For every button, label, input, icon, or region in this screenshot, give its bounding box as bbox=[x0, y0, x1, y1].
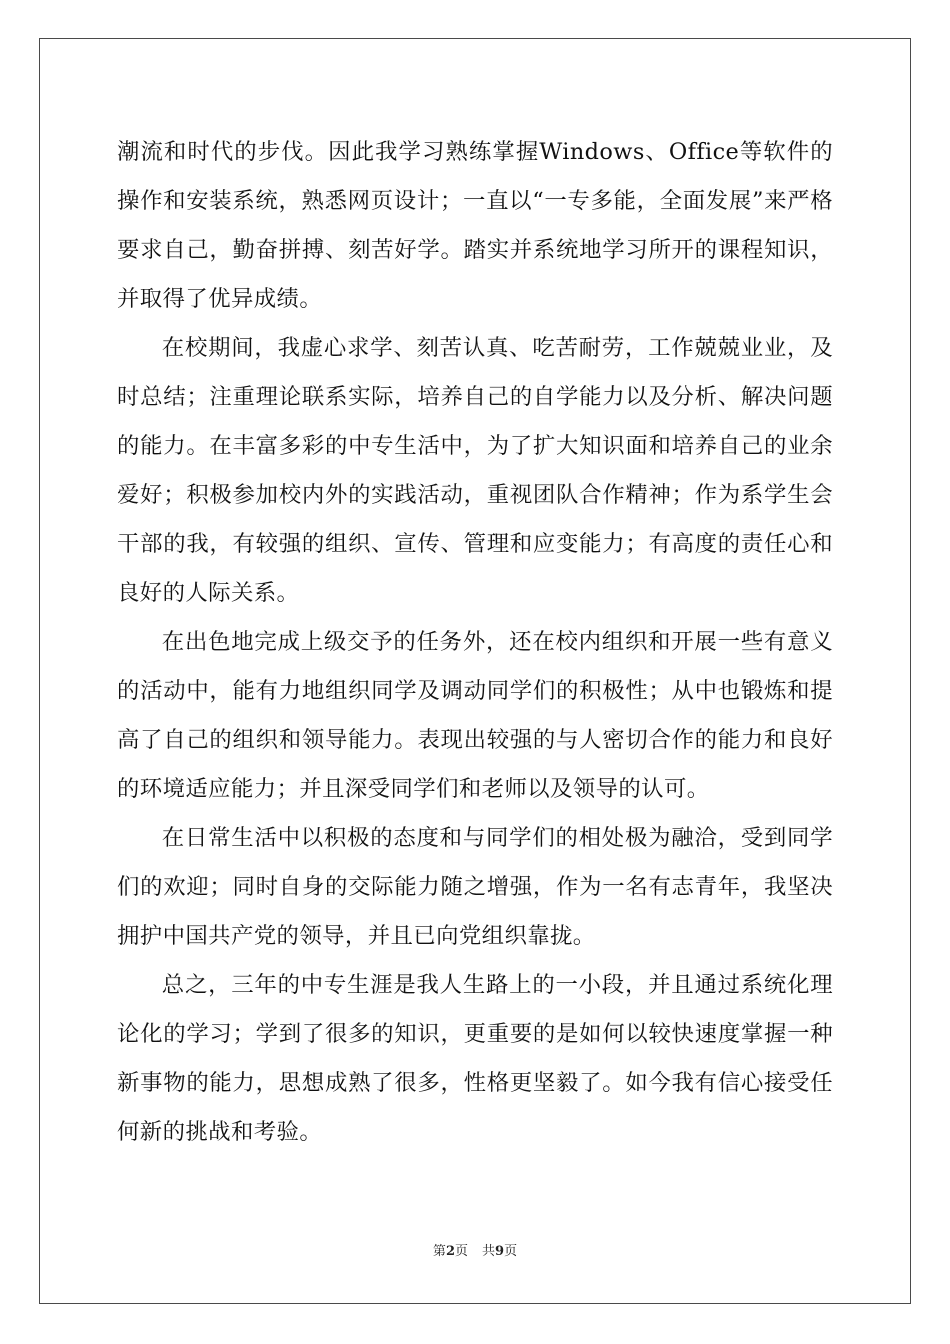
paragraph-4: 在日常生活中以积极的态度和与同学们的相处极为融洽，受到同学们的欢迎；同时自身的交际能力随之增强，作为一名有志青年，我坚决拥护中国共产党的领导，并且已向党组织靠拢。 bbox=[117, 825, 833, 949]
page-suffix: 页 bbox=[454, 1244, 468, 1259]
document-body bbox=[117, 128, 833, 1157]
paragraph-3: 在出色地完成上级交予的任务外，还在校内组织和开展一些有意义的活动中，能有力地组织同学及调动同学们的积极性；从中也锻炼和提高了自己的组织和领导能力。表现出较强的与人密切合作的能力和良好的环境适应能力；并且深受同学们和老师以及领导的认可。 bbox=[117, 629, 833, 802]
paragraph-1: 潮流和时代的步伐。因此我学习熟练掌握Windows、Office等软件的操作和安装系统，熟悉网页设计；一直以“一专多能，全面发展”来严格要求自己，勤奋拼搏、刻苦好学。踏实并系统地学习所开的课程知识，并取得了优异成绩。 bbox=[117, 139, 833, 312]
total-page-count: 9 bbox=[495, 1244, 505, 1259]
total-prefix: 共 bbox=[482, 1244, 496, 1259]
page-prefix: 第 bbox=[432, 1244, 446, 1259]
paragraph-5: 总之，三年的中专生涯是我人生路上的一小段，并且通过系统化理论化的学习；学到了很多的知识，更重要的是如何以较快速度掌握一种新事物的能力，思想成熟了很多，性格更坚毅了。如今我有信心接受任何新的挑战和考验。 bbox=[117, 972, 833, 1145]
current-page-number: 2 bbox=[445, 1244, 455, 1259]
page-footer bbox=[0, 1244, 950, 1260]
total-suffix: 页 bbox=[504, 1244, 518, 1259]
paragraph-2: 在校期间，我虚心求学、刻苦认真、吃苦耐劳，工作兢兢业业，及时总结；注重理论联系实际，培养自己的自学能力以及分析、解决问题的能力。在丰富多彩的中专生活中，为了扩大知识面和培养自己的业余爱好；积极参加校内外的实践活动，重视团队合作精神；作为系学生会干部的我，有较强的组织、宣传、管理和应变能力；有高度的责任心和良好的人际关系。 bbox=[117, 335, 833, 606]
